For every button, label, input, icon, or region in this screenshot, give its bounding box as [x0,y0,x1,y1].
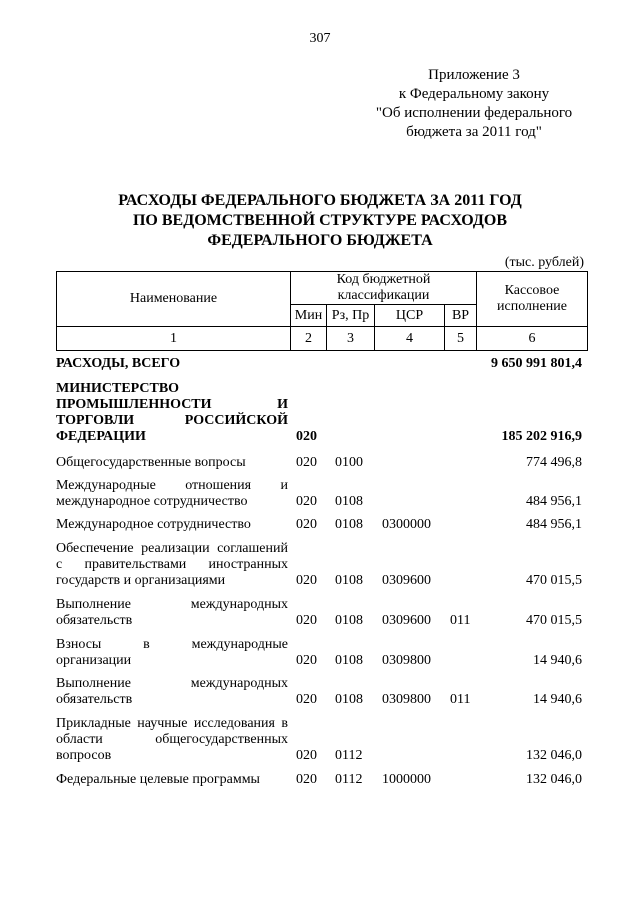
row-csr: 0309800 [382,653,431,668]
column-number: 6 [477,327,588,351]
row-amount: 14 940,6 [533,692,582,707]
row-min: 020 [296,429,317,444]
row-min: 020 [296,494,317,509]
row-name: Выполнение международных обязательств [56,597,288,628]
header-cash: Кассовое исполнение [477,272,588,327]
row-csr: 0309800 [382,692,431,707]
row-rz: 0108 [335,517,363,532]
row-rz: 0108 [335,573,363,588]
row-name: Международное сотрудничество [56,517,251,532]
appendix-line: Приложение 3 [428,67,520,83]
header-rz-pr: Рз, Пр [327,305,375,327]
header-code-group: Код бюджетной классификации [291,272,477,305]
header-csr: ЦСР [375,305,445,327]
row-min: 020 [296,748,317,763]
row-amount: 9 650 991 801,4 [491,356,582,371]
row-min: 020 [296,573,317,588]
appendix-line: "Об исполнении федерального [375,105,573,121]
row-min: 020 [296,772,317,787]
table-header [56,271,588,351]
document-title [40,191,600,251]
row-rz: 0108 [335,692,363,707]
row-csr: 0309600 [382,573,431,588]
header-vr: ВР [445,305,477,327]
row-rz: 0112 [335,748,363,763]
row-name: Федеральные целевые программы [56,772,260,787]
row-vr: 011 [450,613,471,628]
column-number: 3 [327,327,375,351]
row-amount: 14 940,6 [533,653,582,668]
row-amount: 484 956,1 [526,517,582,532]
row-amount: 132 046,0 [526,772,582,787]
title-line: ПО ВЕДОМСТВЕННОЙ СТРУКТУРЕ РАСХОДОВ [132,212,508,229]
row-name: Взносы в международные организации [56,637,288,668]
row-amount: 774 496,8 [526,455,582,470]
row-amount: 185 202 916,9 [501,429,582,444]
appendix-note [360,66,588,142]
row-name: МИНИСТЕРСТВО ПРОМЫШЛЕННОСТИ И ТОРГОВЛИ РОССИЙСКОЙ ФЕДЕРАЦИИ [56,381,288,444]
row-name: Общегосударственные вопросы [56,455,246,470]
row-min: 020 [296,517,317,532]
column-number: 2 [291,327,327,351]
row-min: 020 [296,613,317,628]
title-line: РАСХОДЫ ФЕДЕРАЛЬНОГО БЮДЖЕТА ЗА 2011 ГОД [118,192,522,209]
row-amount: 132 046,0 [526,748,582,763]
units-label: (тыс. рублей) [504,255,584,270]
row-min: 020 [296,653,317,668]
row-amount: 470 015,5 [526,613,582,628]
row-rz: 0108 [335,613,363,628]
row-rz: 0112 [335,772,363,787]
row-name: Прикладные научные исследования в области общегосударственных вопросов [56,716,288,763]
header-name: Наименование [57,272,291,327]
row-amount: 484 956,1 [526,494,582,509]
appendix-line: к Федеральному закону [398,86,550,102]
column-number: 5 [445,327,477,351]
page-number: 307 [309,31,331,46]
row-rz: 0108 [335,494,363,509]
row-amount: 470 015,5 [526,573,582,588]
row-rz: 0108 [335,653,363,668]
column-number: 1 [57,327,291,351]
row-name: Выполнение международных обязательств [56,676,288,707]
row-csr: 0300000 [382,517,431,532]
row-csr: 0309600 [382,613,431,628]
appendix-line: бюджета за 2011 год" [406,124,542,140]
row-min: 020 [296,692,317,707]
column-number: 4 [375,327,445,351]
header-min: Мин [291,305,327,327]
row-csr: 1000000 [382,772,431,787]
row-rz: 0100 [335,455,363,470]
row-vr: 011 [450,692,471,707]
row-name: Международные отношения и международное сотрудничество [56,478,288,509]
row-name: РАСХОДЫ, ВСЕГО [56,356,181,371]
row-min: 020 [296,455,317,470]
row-name: Обеспечение реализации соглашений с правительствами иностранных государств и организациями [56,541,288,588]
title-line: ФЕДЕРАЛЬНОГО БЮДЖЕТА [207,232,433,249]
